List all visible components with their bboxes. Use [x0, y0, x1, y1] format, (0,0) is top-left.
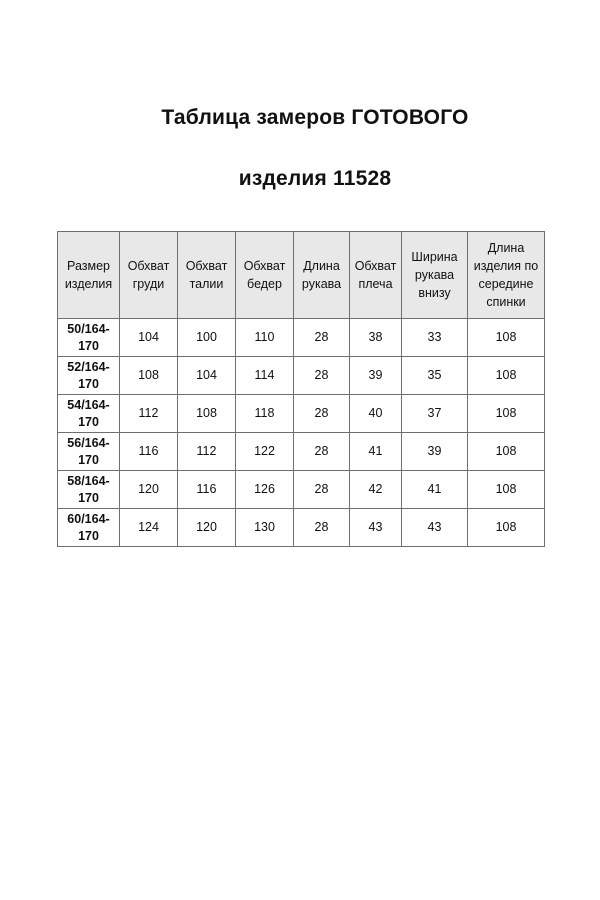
cell-size: 52/164-170 — [58, 357, 120, 395]
cell-chest: 112 — [120, 395, 178, 433]
table-row — [58, 433, 545, 471]
cell-chest: 108 — [120, 357, 178, 395]
cell-sleeve-width: 41 — [402, 471, 468, 509]
cell-size: 56/164-170 — [58, 433, 120, 471]
cell-sleeve-width: 37 — [402, 395, 468, 433]
cell-waist: 120 — [178, 509, 236, 547]
cell-back-length: 108 — [468, 471, 545, 509]
header-hips: Обхват бедер — [236, 232, 294, 319]
table-row — [58, 509, 545, 547]
cell-sleeve-length: 28 — [294, 357, 350, 395]
cell-back-length: 108 — [468, 357, 545, 395]
cell-hips: 122 — [236, 433, 294, 471]
table-row — [58, 357, 545, 395]
cell-waist: 112 — [178, 433, 236, 471]
header-sleeve-length: Длина рукава — [294, 232, 350, 319]
cell-waist: 116 — [178, 471, 236, 509]
cell-hips: 118 — [236, 395, 294, 433]
table-header — [58, 232, 545, 319]
cell-waist: 104 — [178, 357, 236, 395]
cell-waist: 100 — [178, 319, 236, 357]
cell-sleeve-length: 28 — [294, 509, 350, 547]
table-body — [58, 319, 545, 547]
header-size: Размер изделия — [58, 232, 120, 319]
page-title-line-1: Таблица замеров ГОТОВОГО — [161, 106, 469, 129]
cell-back-length: 108 — [468, 433, 545, 471]
cell-sleeve-width: 35 — [402, 357, 468, 395]
cell-chest: 116 — [120, 433, 178, 471]
cell-shoulder: 42 — [350, 471, 402, 509]
table-row — [58, 319, 545, 357]
cell-waist: 108 — [178, 395, 236, 433]
cell-sleeve-length: 28 — [294, 395, 350, 433]
cell-shoulder: 41 — [350, 433, 402, 471]
cell-shoulder: 40 — [350, 395, 402, 433]
page-title-line-2: изделия 11528 — [238, 167, 392, 190]
cell-shoulder: 38 — [350, 319, 402, 357]
measurements-table — [57, 231, 545, 547]
header-back-length: Длина изделия по середине спинки — [468, 232, 545, 319]
cell-size: 50/164-170 — [58, 319, 120, 357]
cell-size: 54/164-170 — [58, 395, 120, 433]
cell-hips: 114 — [236, 357, 294, 395]
cell-hips: 126 — [236, 471, 294, 509]
cell-sleeve-length: 28 — [294, 471, 350, 509]
cell-shoulder: 39 — [350, 357, 402, 395]
header-row — [58, 232, 545, 319]
header-chest: Обхват груди — [120, 232, 178, 319]
cell-chest: 104 — [120, 319, 178, 357]
cell-back-length: 108 — [468, 395, 545, 433]
cell-size: 60/164-170 — [58, 509, 120, 547]
header-shoulder: Обхват плеча — [350, 232, 402, 319]
cell-chest: 124 — [120, 509, 178, 547]
cell-sleeve-length: 28 — [294, 433, 350, 471]
cell-hips: 130 — [236, 509, 294, 547]
table-row — [58, 395, 545, 433]
header-waist: Обхват талии — [178, 232, 236, 319]
cell-sleeve-width: 33 — [402, 319, 468, 357]
cell-chest: 120 — [120, 471, 178, 509]
cell-back-length: 108 — [468, 319, 545, 357]
cell-sleeve-length: 28 — [294, 319, 350, 357]
cell-back-length: 108 — [468, 509, 545, 547]
header-sleeve-width: Ширина рукава внизу — [402, 232, 468, 319]
cell-size: 58/164-170 — [58, 471, 120, 509]
cell-shoulder: 43 — [350, 509, 402, 547]
table-row — [58, 471, 545, 509]
cell-sleeve-width: 43 — [402, 509, 468, 547]
cell-hips: 110 — [236, 319, 294, 357]
cell-sleeve-width: 39 — [402, 433, 468, 471]
